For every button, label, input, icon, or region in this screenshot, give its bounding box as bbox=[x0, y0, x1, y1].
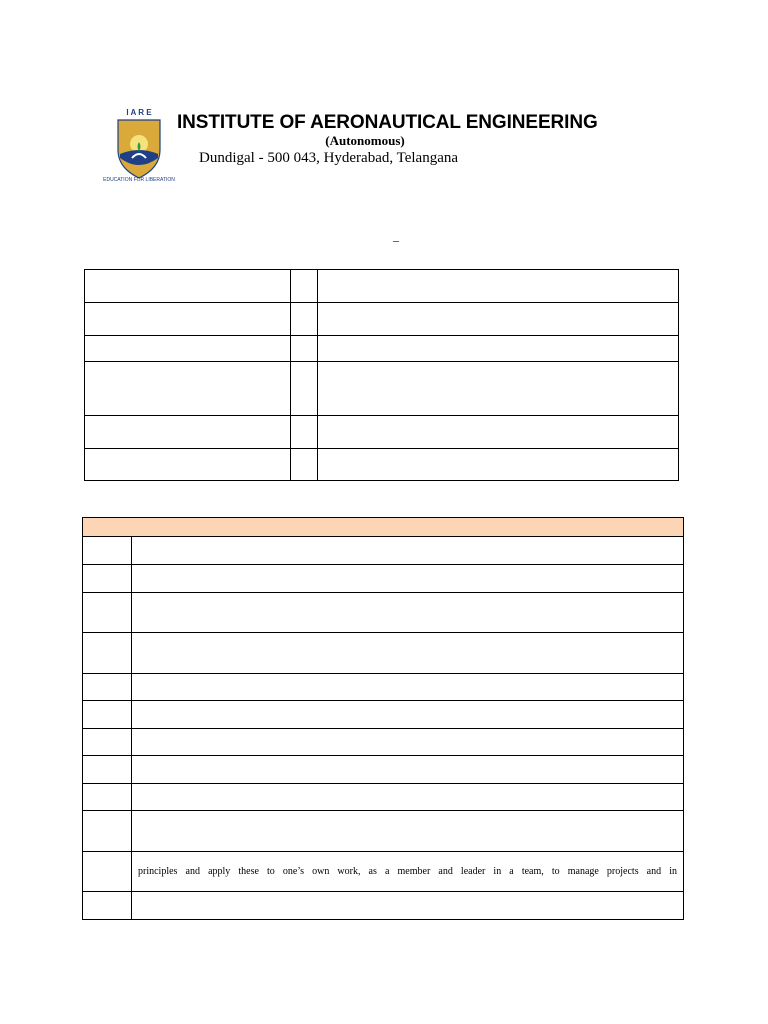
outcome-number-cell bbox=[83, 756, 132, 784]
outcome-number-cell bbox=[83, 701, 132, 729]
info-value-cell bbox=[318, 362, 679, 416]
table-row bbox=[83, 811, 684, 852]
outcome-text-cell bbox=[132, 674, 684, 701]
info-value-cell bbox=[318, 336, 679, 362]
table-row bbox=[85, 303, 679, 336]
iare-logo-icon bbox=[103, 106, 175, 183]
info-colon-cell bbox=[291, 449, 318, 481]
info-value-cell bbox=[318, 449, 679, 481]
table-row bbox=[83, 852, 684, 892]
outcome-text-cell bbox=[132, 852, 684, 892]
table-row bbox=[83, 756, 684, 784]
outcome-number-cell bbox=[83, 852, 132, 892]
outcome-number-cell bbox=[83, 537, 132, 565]
info-label-cell bbox=[85, 303, 291, 336]
info-colon-cell bbox=[291, 416, 318, 449]
outcome-text-cell bbox=[132, 784, 684, 811]
outcome-text-cell bbox=[132, 593, 684, 633]
info-label-cell bbox=[85, 270, 291, 303]
table-row bbox=[83, 892, 684, 920]
outcome-text-cell bbox=[132, 537, 684, 565]
info-colon-cell bbox=[291, 303, 318, 336]
outcome-text-cell bbox=[132, 701, 684, 729]
info-colon-cell bbox=[291, 336, 318, 362]
logo-motto: EDUCATION FOR LIBERATION bbox=[103, 177, 175, 183]
outcome-number-cell bbox=[83, 633, 132, 674]
outcome-text-cell bbox=[132, 756, 684, 784]
table-header-cell bbox=[83, 518, 684, 537]
table-row bbox=[85, 449, 679, 481]
outcome-number-cell bbox=[83, 729, 132, 756]
program-outcomes-table bbox=[82, 517, 684, 920]
table-header-row bbox=[83, 518, 684, 537]
table-row bbox=[83, 784, 684, 811]
info-value-cell bbox=[318, 303, 679, 336]
table-row bbox=[83, 633, 684, 674]
info-label-cell bbox=[85, 449, 291, 481]
outcome-number-cell bbox=[83, 593, 132, 633]
info-colon-cell bbox=[291, 270, 318, 303]
outcome-number-cell bbox=[83, 674, 132, 701]
heading-fragment: _ bbox=[393, 229, 399, 243]
info-label-cell bbox=[85, 336, 291, 362]
table-row bbox=[83, 565, 684, 593]
outcome-text: principles and apply these to one’s own work, as a member and leader in a team, to manage projects and in bbox=[138, 865, 677, 877]
institute-name: INSTITUTE OF AERONAUTICAL ENGINEERING bbox=[177, 112, 598, 133]
outcome-number-cell bbox=[83, 811, 132, 852]
course-info-table bbox=[84, 269, 679, 481]
table-row bbox=[83, 729, 684, 756]
info-label-cell bbox=[85, 362, 291, 416]
institute-status: (Autonomous) bbox=[325, 133, 405, 148]
table-row bbox=[85, 336, 679, 362]
outcome-text-cell bbox=[132, 565, 684, 593]
info-value-cell bbox=[318, 416, 679, 449]
outcome-number-cell bbox=[83, 784, 132, 811]
table-row bbox=[85, 270, 679, 303]
info-value-cell bbox=[318, 270, 679, 303]
outcome-text-cell bbox=[132, 811, 684, 852]
outcome-number-cell bbox=[83, 565, 132, 593]
outcome-number-cell bbox=[83, 892, 132, 920]
table-row bbox=[83, 701, 684, 729]
table-row bbox=[83, 537, 684, 565]
institute-address: Dundigal - 500 043, Hyderabad, Telangana bbox=[199, 150, 459, 166]
logo-letters: I A R E bbox=[126, 108, 152, 117]
table-row bbox=[85, 362, 679, 416]
outcome-text-cell bbox=[132, 892, 684, 920]
info-colon-cell bbox=[291, 362, 318, 416]
info-label-cell bbox=[85, 416, 291, 449]
institute-header bbox=[104, 102, 626, 184]
outcome-text-cell bbox=[132, 729, 684, 756]
table-row bbox=[83, 593, 684, 633]
table-row bbox=[83, 674, 684, 701]
table-row bbox=[85, 416, 679, 449]
outcome-text-cell bbox=[132, 633, 684, 674]
